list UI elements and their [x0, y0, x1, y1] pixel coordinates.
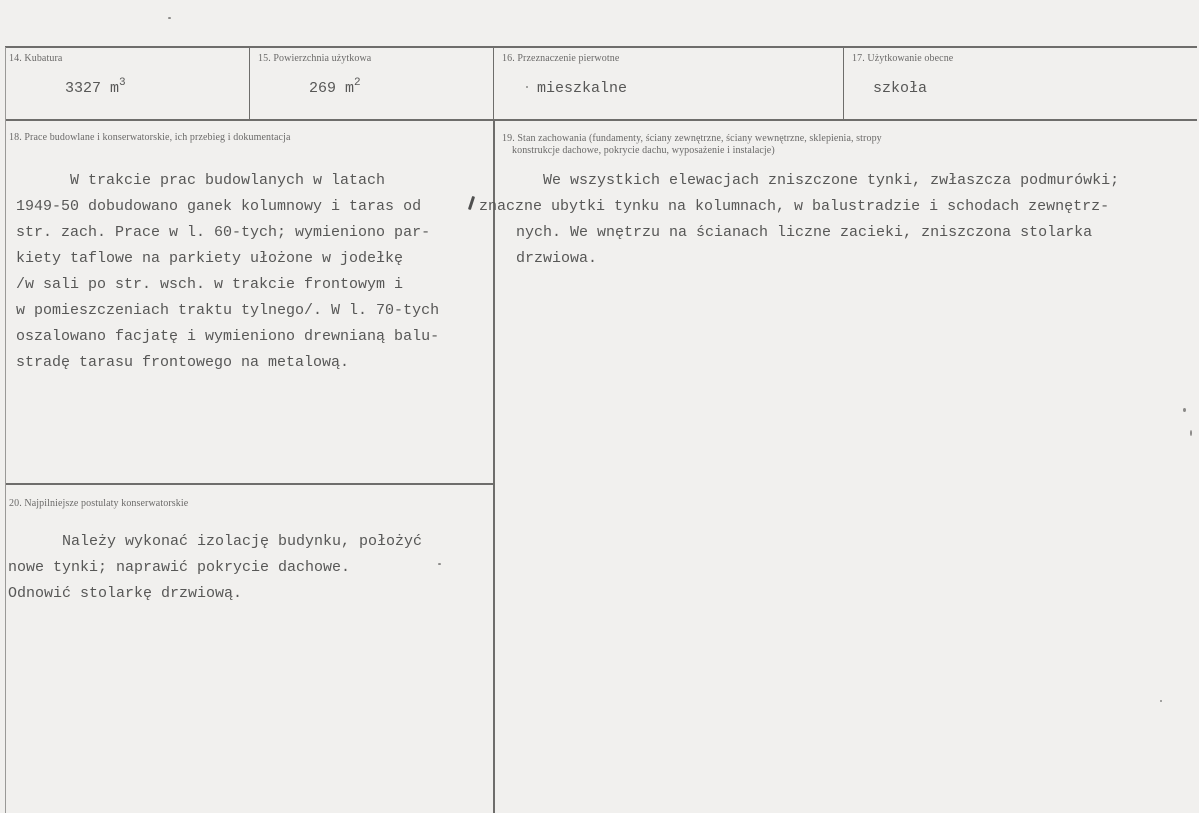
rule-above-20 [5, 483, 494, 485]
line-18-1: W trakcie prac budowlanych w latach [43, 172, 386, 189]
paper-speck [1160, 700, 1162, 702]
kubatura-value [65, 76, 126, 102]
line-18-3: str. zach. Prace w l. 60-tych; wymieniono par- [16, 224, 431, 241]
line-20-2: nowe tynki; naprawić pokrycie dachowe. [8, 559, 351, 576]
line-18-8: stradę tarasu frontowego na metalową. [16, 354, 350, 371]
left-edge-rule [5, 47, 6, 813]
paper-speck [526, 86, 528, 88]
kubatura-label: 14. Kubatura [9, 53, 63, 64]
paper-speck [168, 17, 171, 19]
prace-budowlane-label: 18. Prace budowlane i konserwatorskie, ich przebieg i dokumentacja [9, 132, 291, 143]
pencil-slash-mark [468, 196, 475, 210]
line-19-1: We wszystkich elewacjach zniszczone tynki, zwłaszcza podmurówki; [516, 172, 1120, 189]
przeznaczenie-value: mieszkalne [537, 80, 628, 97]
line-19-3: nych. We wnętrzu na ścianach liczne zacieki, zniszczona stolarka [516, 224, 1093, 241]
line-18-7: oszalowano facjatę i wymieniono drewnianą balu- [16, 328, 440, 345]
powierzchnia-value-text: 269 m [309, 80, 355, 97]
line-18-2: 1949-50 dobudowano ganek kolumnowy i taras od [16, 198, 422, 215]
paper-speck [1190, 430, 1192, 436]
uzytkowanie-value: szkoła [873, 80, 928, 97]
paper-speck [1183, 408, 1186, 412]
line-19-4: drzwiowa. [516, 250, 598, 267]
kubatura-value-text: 3327 m [65, 80, 120, 97]
line-18-5: /w sali po str. wsch. w trakcie frontowym i [16, 276, 404, 293]
top-rule [5, 46, 1197, 48]
line-18-6: w pomieszczeniach traktu tylnego/. W l. 70-tych [16, 302, 440, 319]
line-20-1: Należy wykonać izolację budynku, położyć [35, 533, 423, 550]
powierzchnia-unit-exponent: 2 [354, 77, 361, 89]
uzytkowanie-label: 17. Użytkowanie obecne [852, 53, 954, 64]
divider-15-16 [493, 47, 494, 120]
powierzchnia-label: 15. Powierzchnia użytkowa [258, 53, 372, 64]
line-18-4: kiety taflowe na parkiety ułożone w jodełkę [16, 250, 404, 267]
divider-14-15 [249, 47, 250, 120]
divider-16-17 [843, 47, 844, 120]
postulaty-label: 20. Najpilniejsze postulaty konserwatorskie [9, 498, 189, 509]
line-19-2-prefix: zn [479, 198, 498, 215]
line-19-2: aczne ubytki tynku na kolumnach, w balustradzie i schodach zewnętrz- [497, 198, 1110, 215]
stan-zachowania-label-line2: konstrukcje dachowe, pokrycie dachu, wyposażenie i instalacje) [512, 145, 775, 156]
stan-zachowania-label-line1: 19. Stan zachowania (fundamenty, ściany zewnętrzne, ściany wewnętrzne, sklepienia, stropy [502, 133, 882, 144]
divider-18-19 [493, 120, 495, 813]
line-20-3: Odnowić stolarkę drzwiową. [8, 585, 243, 602]
przeznaczenie-label: 16. Przeznaczenie pierwotne [502, 53, 620, 64]
paper-speck [438, 563, 441, 565]
header-bottom-rule [5, 119, 1197, 121]
powierzchnia-value [309, 76, 361, 102]
kubatura-unit-exponent: 3 [119, 77, 126, 89]
